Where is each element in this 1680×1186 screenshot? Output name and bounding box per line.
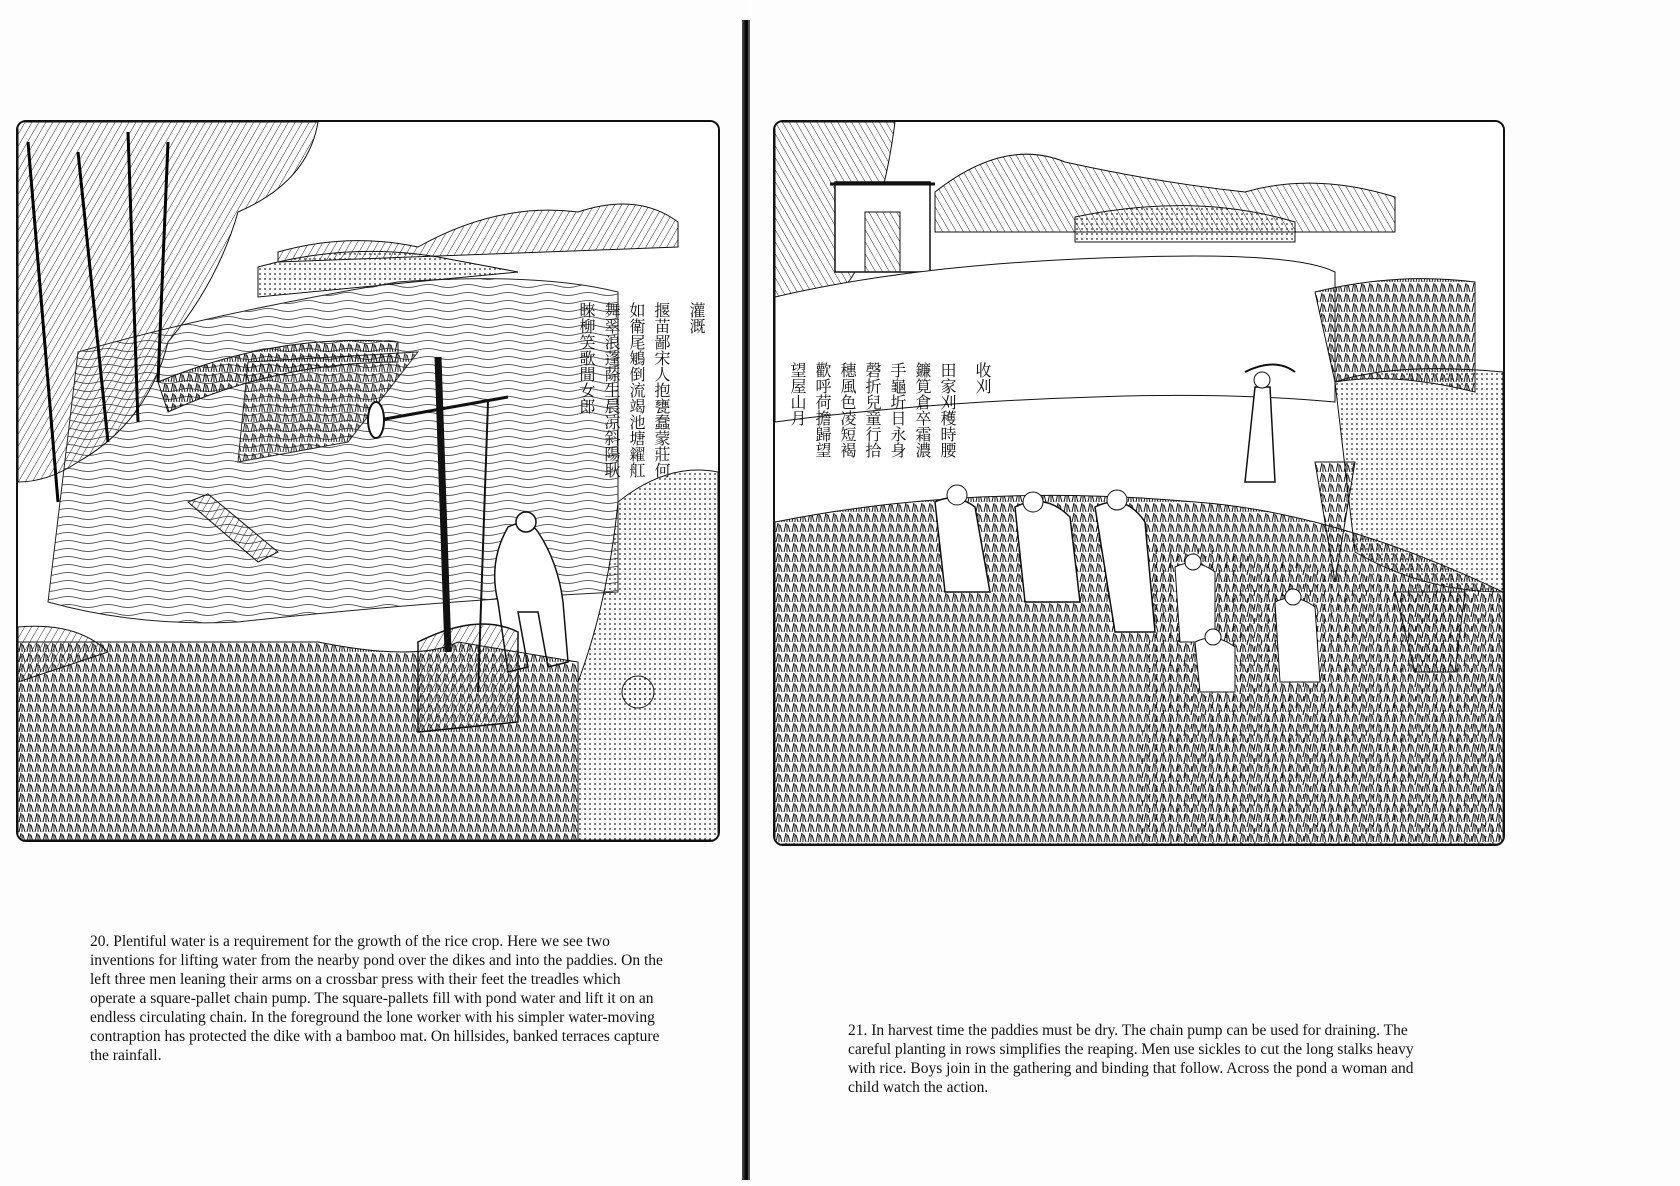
poem-harvest [788, 362, 992, 458]
irrigation-drawing [18, 122, 718, 840]
poem-column: 望屋山月 [788, 362, 807, 426]
poem-column: 鐮筧倉卒霜濃 [913, 362, 932, 458]
caption-plate-20: 20. Plentiful water is a requirement for the growth of the rice crop. Here we see two inventions for lifting water from the nearby pond over the dikes and into the paddies. On the left three men leaning their arms on a crossbar press with their feet the treadles which operate a square-pallet chain pump. The square-pallets fill with pond water and lift it on an endless circulating chain. In the foreground the lone worker with his simpler water-moving contraption has protected the dike with a bamboo mat. On hillsides, banked terraces capture the rainfall. [90, 933, 663, 1064]
poem-title: 收刈 [973, 362, 992, 394]
poem-column: 田家刈穫時腰 [938, 362, 957, 458]
harvest-illustration [773, 120, 1505, 846]
poem-column: 如衛尾鵴倒流竭池塘糴舡 [627, 302, 646, 478]
spine-edge [748, 20, 750, 1180]
harvest-drawing [775, 122, 1503, 844]
caption-plate-21: 21. In harvest time the paddies must be dry. The chain pump can be used for draining. The careful planting in rows simplifies the reaping. Men use sickles to cut the long stalks heavy with rice. Boys join in the gathering and binding that follow. Across the pond a woman and child watch the action. [848, 1022, 1414, 1096]
poem-irrigation [577, 302, 706, 478]
poem-column: 舞翠浪蓬蒢生晨凉斜陽耿 [602, 302, 621, 478]
irrigation-illustration [16, 120, 720, 842]
poem-column: 睞柳笑歌間女郎 [577, 302, 596, 414]
poem-column: 揠苗鄙宋人抱甕蠢蒙莊何 [652, 302, 671, 478]
poem-column: 磬折兒童行拾 [863, 362, 882, 458]
poem-column: 手龜圻日永身 [888, 362, 907, 458]
poem-title: 灌溉 [687, 302, 706, 334]
poem-column: 穗風色凌短褐 [838, 362, 857, 458]
poem-column: 歡呼荷擔歸望 [813, 362, 832, 458]
